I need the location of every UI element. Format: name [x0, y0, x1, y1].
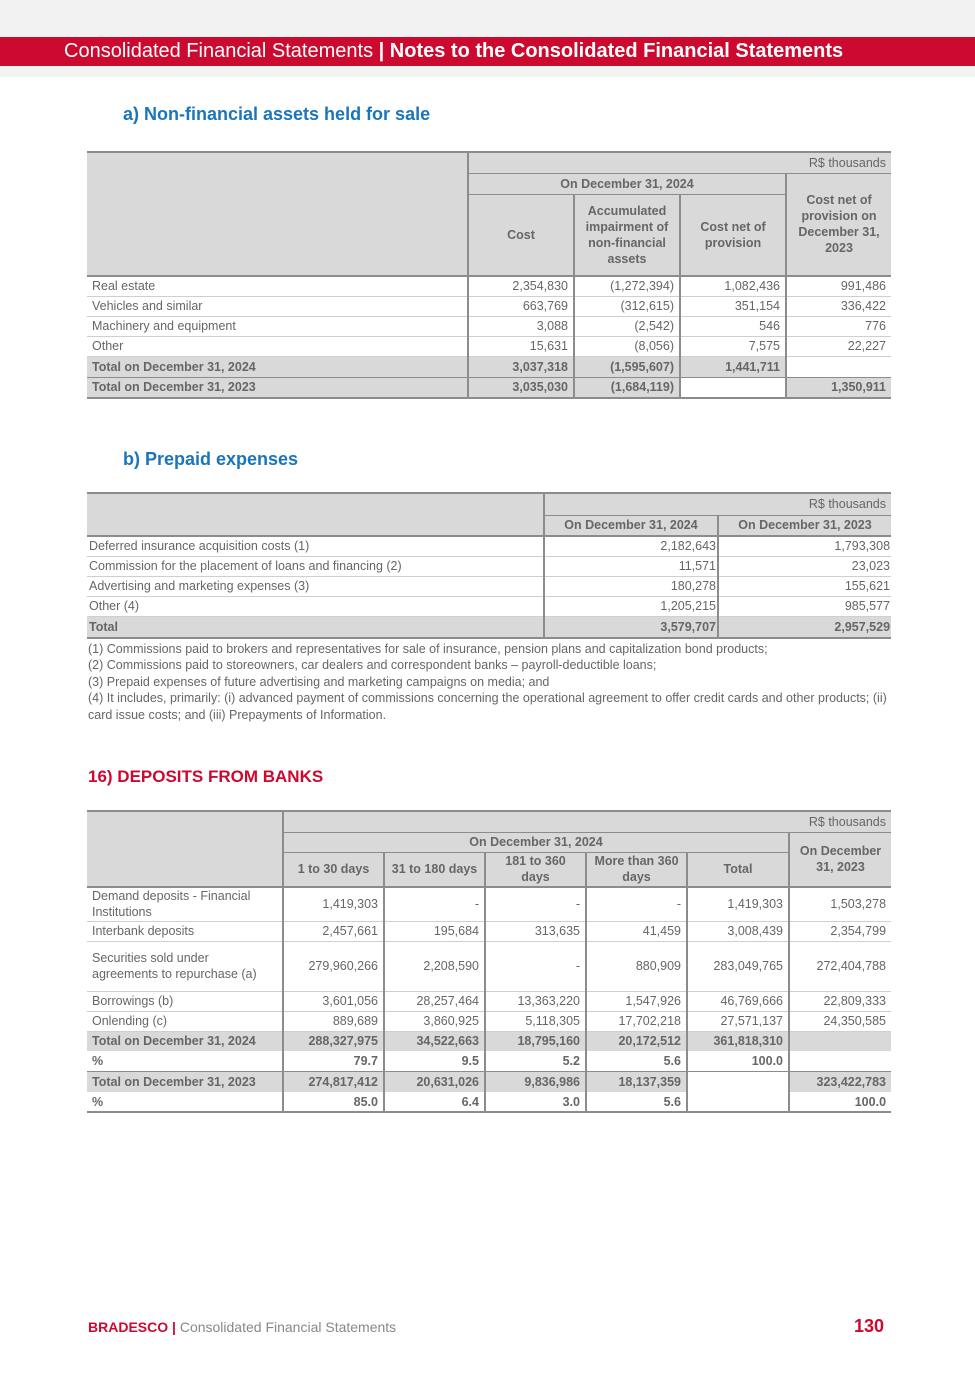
table-cell: 274,817,412: [283, 1071, 384, 1092]
table-cell: 351,154: [680, 296, 786, 316]
deposits-from-banks-table: [87, 810, 891, 1113]
table-cell: 323,422,783: [789, 1071, 891, 1092]
column-header-row: [87, 515, 891, 536]
table-cell: 1,205,215: [544, 596, 718, 616]
total-row: [87, 377, 891, 398]
table-row: [87, 576, 891, 596]
table-cell: 3,035,030: [468, 377, 574, 398]
table-cell: 22,227: [786, 336, 891, 356]
table-cell: 336,422: [786, 296, 891, 316]
table-cell: [680, 377, 786, 398]
header-title-part2: Notes to the Consolidated Financial Statements: [389, 40, 844, 62]
table-cell: 889,689: [283, 1011, 384, 1031]
total-row: [87, 1071, 891, 1092]
group-header: On December 31, 2024: [468, 173, 786, 194]
column-header: 1 to 30 days: [283, 852, 384, 887]
row-label: Securities sold under agreements to repurchase (a): [87, 941, 283, 991]
row-label: Total on December 31, 2024: [87, 356, 468, 377]
table-cell: 3,860,925: [384, 1011, 485, 1031]
header-blank-cell: [87, 852, 283, 887]
column-header: On December 31, 2024: [544, 515, 718, 536]
row-label: Advertising and marketing expenses (3): [87, 576, 544, 596]
row-label: Other: [87, 336, 468, 356]
table-cell: 46,769,666: [687, 991, 789, 1011]
table-cell: 663,769: [468, 296, 574, 316]
table-row: [87, 536, 891, 556]
table-cell: 5.6: [586, 1092, 687, 1112]
table-cell: (1,684,119): [574, 377, 680, 398]
table-cell: 5.6: [586, 1051, 687, 1071]
table-cell: [786, 356, 891, 377]
table-cell: 9.5: [384, 1051, 485, 1071]
column-header: Cost: [468, 194, 574, 276]
table-cell: 5,118,305: [485, 1011, 586, 1031]
column-header: On December 31, 2023: [718, 515, 891, 536]
table-cell: -: [586, 887, 687, 921]
table-cell: 27,571,137: [687, 1011, 789, 1031]
table-cell: 3,088: [468, 316, 574, 336]
table-cell: 1,793,308: [718, 536, 891, 556]
table-cell: 3,579,707: [544, 616, 718, 638]
table-cell: 985,577: [718, 596, 891, 616]
footer-text: Consolidated Financial Statements: [179, 1319, 397, 1335]
column-header: Total: [687, 852, 789, 887]
table-cell: 3,008,439: [687, 921, 789, 941]
row-label: Machinery and equipment: [87, 316, 468, 336]
footnote: (1) Commissions paid to brokers and representatives for sale of insurance, pension plans and capitalization bond products;: [88, 642, 768, 656]
table-cell: 1,082,436: [680, 276, 786, 296]
table-cell: 18,795,160: [485, 1031, 586, 1051]
table-cell: 41,459: [586, 921, 687, 941]
footnote: (2) Commissions paid to storeowners, car dealers and correspondent banks – payroll-deductible loans;: [88, 658, 657, 673]
table-row: [87, 887, 891, 921]
table-cell: 2,354,799: [789, 921, 891, 941]
table-cell: 28,257,464: [384, 991, 485, 1011]
row-label: Onlending (c): [87, 1011, 283, 1031]
unit-row: [87, 493, 891, 515]
table-cell: 24,350,585: [789, 1011, 891, 1031]
table-cell: 1,419,303: [687, 887, 789, 921]
table-cell: 2,457,661: [283, 921, 384, 941]
row-label: Total on December 31, 2024: [87, 1031, 283, 1051]
table-cell: 85.0: [283, 1092, 384, 1112]
group-header: On December 31, 2024: [283, 832, 789, 852]
table-cell: 100.0: [687, 1051, 789, 1071]
table-cell: 1,350,911: [786, 377, 891, 398]
header-title-part1: Consolidated Financial Statements: [64, 40, 374, 62]
table-cell: [687, 1092, 789, 1112]
row-label: Commission for the placement of loans and financing (2): [87, 556, 544, 576]
table-cell: 272,404,788: [789, 941, 891, 991]
table-cell: 1,441,711: [680, 356, 786, 377]
table-row: [87, 556, 891, 576]
row-label: %: [87, 1051, 283, 1071]
prepaid-expenses-table: [87, 492, 891, 639]
group-header-row: [87, 832, 891, 852]
table-cell: 880,909: [586, 941, 687, 991]
table-cell: [789, 1051, 891, 1071]
column-header-row: [87, 852, 891, 887]
header-underline: [0, 66, 975, 77]
table-cell: 288,327,975: [283, 1031, 384, 1051]
footer-separator: |: [168, 1319, 180, 1335]
table-cell: 20,172,512: [586, 1031, 687, 1051]
unit-label: R$ thousands: [468, 152, 891, 173]
unit-row: [87, 811, 891, 832]
table-cell: 1,503,278: [789, 887, 891, 921]
table-cell: 100.0: [789, 1092, 891, 1112]
header-separator: |: [373, 40, 390, 62]
table-row: [87, 991, 891, 1011]
table-cell: 2,208,590: [384, 941, 485, 991]
table-cell: 13,363,220: [485, 991, 586, 1011]
table-cell: 18,137,359: [586, 1071, 687, 1092]
table-cell: (2,542): [574, 316, 680, 336]
table-cell: 9,836,986: [485, 1071, 586, 1092]
column-header: More than 360 days: [586, 852, 687, 887]
section-b-title: b) Prepaid expenses: [123, 449, 299, 469]
table-cell: 155,621: [718, 576, 891, 596]
table-cell: 5.2: [485, 1051, 586, 1071]
table-cell: (1,595,607): [574, 356, 680, 377]
row-label: Total on December 31, 2023: [87, 1071, 283, 1092]
table-cell: 2,354,830: [468, 276, 574, 296]
table-cell: [789, 1031, 891, 1051]
table-cell: 15,631: [468, 336, 574, 356]
row-label: Interbank deposits: [87, 921, 283, 941]
column-header-row: [87, 194, 891, 276]
table-cell: 3,601,056: [283, 991, 384, 1011]
table-cell: -: [384, 887, 485, 921]
footnote: (4) It includes, primarily: (i) advanced payment of commissions concerning the operational agreement to offer credit cards and other products; (ii) card issue costs; and (iii) Prepayments of Information.: [88, 691, 887, 722]
percent-row: [87, 1092, 891, 1112]
column-header: Cost net of provision on December 31, 2023: [786, 173, 891, 276]
unit-label: R$ thousands: [544, 493, 891, 515]
table-cell: 7,575: [680, 336, 786, 356]
row-label: Demand deposits - Financial Institutions: [87, 887, 283, 921]
table-row: [87, 941, 891, 991]
prepaid-expenses-notes: [88, 641, 888, 723]
table-cell: 22,809,333: [789, 991, 891, 1011]
table-cell: 195,684: [384, 921, 485, 941]
table-cell: 1,419,303: [283, 887, 384, 921]
assets-held-for-sale-table: [87, 151, 891, 399]
footer: [88, 1319, 396, 1335]
group-header-row: [87, 173, 891, 194]
table-cell: 546: [680, 316, 786, 336]
header-blank-cell: [87, 832, 283, 852]
footnote: (3) Prepaid expenses of future advertising and marketing campaigns on media; and: [88, 674, 550, 689]
table-row: [87, 336, 891, 356]
unit-row: [87, 152, 891, 173]
table-cell: [687, 1071, 789, 1092]
header-blank-cell: [87, 811, 283, 832]
row-label: Total: [87, 616, 544, 638]
header-blank-cell: [87, 493, 544, 515]
table-cell: 1,547,926: [586, 991, 687, 1011]
table-cell: 6.4: [384, 1092, 485, 1112]
table-cell: 17,702,218: [586, 1011, 687, 1031]
header-bar: [0, 37, 975, 66]
table-cell: 20,631,026: [384, 1071, 485, 1092]
total-row: [87, 616, 891, 638]
table-cell: -: [485, 887, 586, 921]
total-row: [87, 356, 891, 377]
column-header: On December 31, 2023: [789, 832, 891, 887]
row-label: Other (4): [87, 596, 544, 616]
table-cell: -: [485, 941, 586, 991]
row-label: Borrowings (b): [87, 991, 283, 1011]
table-cell: 23,023: [718, 556, 891, 576]
column-header: Accumulated impairment of non-financial assets: [574, 194, 680, 276]
header-blank-cell: [87, 152, 468, 173]
table-cell: 3.0: [485, 1092, 586, 1112]
table-row: [87, 1011, 891, 1031]
header-title: [64, 40, 843, 63]
unit-label: R$ thousands: [283, 811, 891, 832]
table-cell: 991,486: [786, 276, 891, 296]
table-row: [87, 316, 891, 336]
row-label: Total on December 31, 2023: [87, 377, 468, 398]
table-cell: 2,957,529: [718, 616, 891, 638]
section-16-title: 16) DEPOSITS FROM BANKS: [88, 767, 324, 786]
column-header: 181 to 360 days: [485, 852, 586, 887]
table-cell: (312,615): [574, 296, 680, 316]
section-a-title: a) Non-financial assets held for sale: [123, 104, 431, 124]
table-cell: (1,272,394): [574, 276, 680, 296]
table-cell: (8,056): [574, 336, 680, 356]
row-label: Deferred insurance acquisition costs (1): [87, 536, 544, 556]
table-cell: 34,522,663: [384, 1031, 485, 1051]
page-number: 130: [854, 1316, 885, 1336]
table-cell: 313,635: [485, 921, 586, 941]
table-row: [87, 276, 891, 296]
table-cell: 3,037,318: [468, 356, 574, 377]
table-cell: 79.7: [283, 1051, 384, 1071]
footer-brand: BRADESCO: [88, 1319, 169, 1335]
percent-row: [87, 1051, 891, 1071]
table-row: [87, 296, 891, 316]
table-cell: 361,818,310: [687, 1031, 789, 1051]
table-row: [87, 596, 891, 616]
header-blank-cell: [87, 194, 468, 276]
row-label: %: [87, 1092, 283, 1112]
column-header: Cost net of provision: [680, 194, 786, 276]
row-label: Vehicles and similar: [87, 296, 468, 316]
table-cell: 2,182,643: [544, 536, 718, 556]
total-row: [87, 1031, 891, 1051]
column-header: 31 to 180 days: [384, 852, 485, 887]
table-row: [87, 921, 891, 941]
top-strip: [0, 0, 975, 37]
table-cell: 776: [786, 316, 891, 336]
header-blank-cell: [87, 515, 544, 536]
table-cell: 11,571: [544, 556, 718, 576]
table-cell: 283,049,765: [687, 941, 789, 991]
row-label: Real estate: [87, 276, 468, 296]
table-cell: 279,960,266: [283, 941, 384, 991]
table-cell: 180,278: [544, 576, 718, 596]
header-blank-cell: [87, 173, 468, 194]
